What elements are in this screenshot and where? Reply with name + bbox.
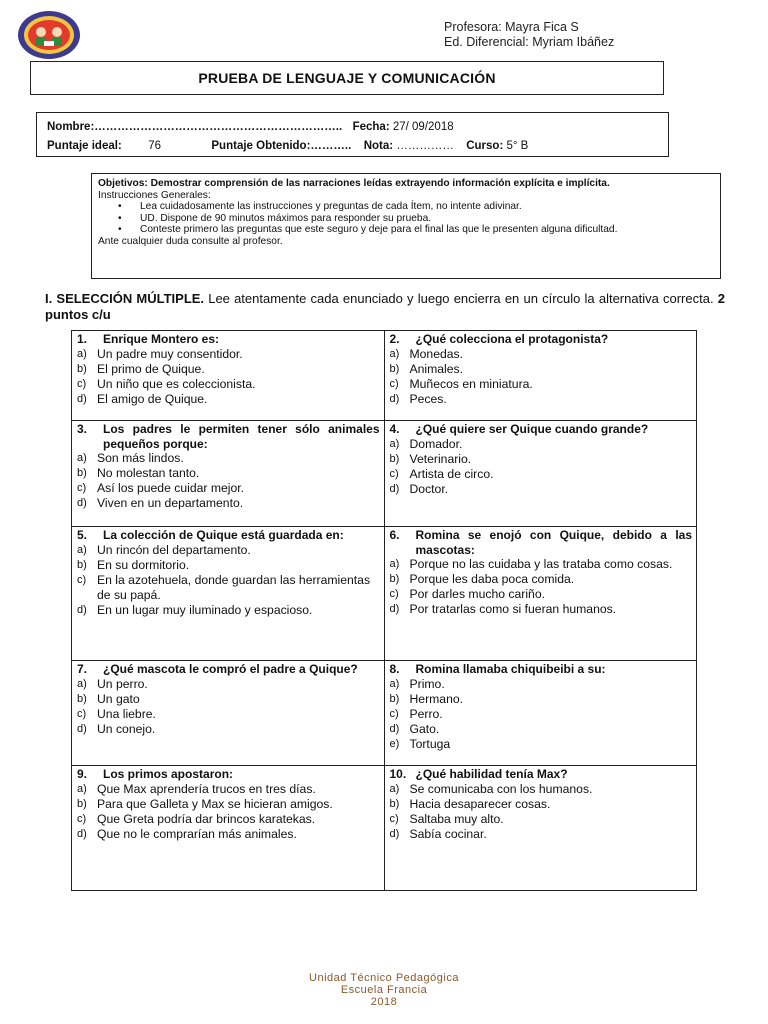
answer-option[interactable] [77,797,380,812]
nombre-value: ……………………………………………………….. [94,121,343,133]
question-heading [77,767,380,782]
nombre-label: Nombre: [47,121,95,133]
option-text: Que no le comprarían más animales. [97,826,297,841]
option-letter: d) [389,722,400,735]
option-text: Porque no las cuidaba y las trataba como cosas. [409,557,673,571]
question-number: 9. [77,767,88,781]
section-text: Lee atentamente cada enunciado y luego encierra en un círculo la alternativa correcta. [208,291,714,306]
differential-teacher: Ed. Diferencial: Myriam Ibáñez [444,35,615,49]
question-cell [384,421,697,527]
option-text: Son más lindos. [97,451,184,465]
question-heading [77,662,380,677]
answer-option[interactable] [77,392,380,407]
option-text: Peces. [409,391,447,406]
instruction-item: • Lea cuidadosamente las instrucciones y preguntas de cada Ítem, no intente adivinar. [98,201,714,213]
option-text: Perro. [409,706,443,721]
question-text: Enrique Montero es: [103,332,220,346]
question-text: Romina se enojó con Quique, debido a las mascotas: [415,528,692,557]
option-letter: a) [389,782,400,795]
option-text: Domador. [409,436,463,451]
answer-option[interactable] [390,392,693,407]
footer-unit: Unidad Técnico Pedagógica [309,972,459,984]
option-text: Doctor. [409,481,449,496]
answer-option[interactable] [390,737,693,752]
curso-value: 5° B [506,140,529,152]
answer-option[interactable] [390,812,693,827]
option-text: Artista de circo. [409,466,494,481]
option-text: En su dormitorio. [97,557,190,572]
answer-option[interactable] [77,347,380,362]
option-text: Muñecos en miniatura. [409,376,533,391]
option-letter: d) [77,827,87,840]
question-text: ¿Qué habilidad tenía Max? [415,767,568,781]
puntaje-obtenido-label: Puntaje Obtenido: [211,140,311,152]
question-row [72,766,697,891]
option-text: Sabía cocinar. [409,826,487,841]
option-letter: c) [77,482,87,494]
option-letter: d) [389,482,400,495]
option-letter: c) [77,707,87,720]
student-info-box [36,112,669,157]
nota-value: …………… [396,140,454,152]
fecha-value: 27/ 09/2018 [392,121,454,133]
option-letter: d) [389,603,400,615]
question-text: Romina llamaba chiquibeibi a su: [415,662,606,676]
answer-option[interactable] [77,707,380,722]
fecha-label: Fecha: [352,121,390,133]
option-letter: b) [389,573,400,585]
option-text: Una liebre. [97,706,156,721]
question-text: ¿Qué mascota le compró el padre a Quique? [103,662,358,676]
question-number: 8. [389,662,400,676]
question-row [72,421,697,527]
question-number: 2. [389,332,400,346]
option-letter: b) [77,467,87,479]
option-text: Animales. [409,361,464,376]
question-heading [390,662,693,677]
option-letter: b) [389,362,400,375]
answer-option[interactable] [390,677,693,692]
option-text: Saltaba muy alto. [409,811,504,826]
answer-option[interactable] [390,797,693,812]
option-letter: b) [77,558,87,571]
teacher-info [444,20,614,50]
option-text: Gato. [409,721,440,736]
answer-option[interactable] [77,466,380,481]
option-letter: c) [77,377,87,390]
puntaje-obtenido-value: ……….. [310,140,352,152]
option-text: Así los puede cuidar mejor. [97,481,245,495]
option-text: Viven en un departamento. [97,496,244,510]
answer-option[interactable] [390,707,693,722]
puntaje-ideal-label: Puntaje ideal: [47,140,122,152]
option-text: Primo. [409,676,445,691]
option-text: Hermano. [409,691,464,706]
option-letter: b) [389,452,400,465]
option-text: Por darles mucho cariño. [409,587,545,601]
option-text: Un gato [97,691,140,706]
option-letter: d) [389,392,400,405]
instructions-list [98,201,714,236]
question-text: Los padres le permiten tener sólo animales pequeños porque: [103,422,380,451]
school-logo [16,10,82,60]
option-text: Un perro. [97,676,148,691]
question-heading [77,422,380,451]
question-text: La colección de Quique está guardada en: [103,528,344,542]
question-cell [72,527,385,661]
closing-note: Ante cualquier duda consulte al profesor. [98,235,283,247]
question-row [72,527,697,661]
question-text: ¿Qué quiere ser Quique cuando grande? [415,422,649,436]
option-letter: d) [77,392,87,405]
answer-option[interactable] [390,692,693,707]
answer-option[interactable] [390,587,693,602]
option-text: En un lugar muy iluminado y espacioso. [97,602,313,617]
question-number: 5. [77,528,88,542]
option-letter: c) [77,573,87,586]
instruction-item: • UD. Dispone de 90 minutos máximos para responder su prueba. [98,213,714,225]
question-cell [384,661,697,766]
answer-option[interactable] [77,692,380,707]
question-text: ¿Qué colecciona el protagonista? [415,332,609,346]
answer-option[interactable] [77,451,380,466]
answer-option[interactable] [77,603,380,618]
info-row-2 [47,137,658,156]
answer-option[interactable] [77,481,380,496]
option-letter: a) [77,543,87,556]
question-heading [77,528,380,543]
teacher-name: Profesora: Mayra Fica S [444,20,579,34]
answer-option[interactable] [77,496,380,511]
questions-table [71,330,697,891]
instruction-item: • Conteste primero las preguntas que este seguro y deje para el final las que le presenten alguna dificultad. [98,224,714,236]
question-cell [72,661,385,766]
option-letter: c) [77,812,87,825]
objectives-box [91,173,721,279]
option-text: El amigo de Quique. [97,391,208,406]
question-number: 7. [77,662,88,676]
question-number: 1. [77,332,88,346]
option-letter: c) [389,467,399,480]
option-letter: a) [77,347,87,360]
option-text: Un conejo. [97,721,156,736]
option-text: Que Max aprendería trucos en tres días. [97,781,316,796]
section-instructions [45,291,725,323]
answer-option[interactable] [390,827,693,842]
option-letter: a) [389,437,400,450]
answer-option[interactable] [390,572,693,587]
option-text: Veterinario. [409,451,472,466]
option-letter: b) [77,692,87,705]
question-number: 3. [77,422,88,436]
answer-option[interactable] [77,812,380,827]
answer-option[interactable] [390,467,693,482]
option-text: Para que Galleta y Max se hicieran amigos. [97,796,333,811]
answer-option[interactable] [77,677,380,692]
option-text: Porque les daba poca comida. [409,572,575,586]
option-text: No molestan tanto. [97,466,200,480]
option-text: El primo de Quique. [97,361,205,376]
question-heading [390,422,693,437]
objective-text: Objetivos: Demostrar comprensión de las narraciones leídas extrayendo información explícita e implícita. [98,178,610,189]
option-text: Un niño que es coleccionista. [97,376,256,391]
option-letter: d) [77,497,87,509]
answer-option[interactable] [390,482,693,497]
question-cell [72,421,385,527]
option-text: Hacia desaparecer cosas. [409,796,551,811]
option-letter: a) [77,677,87,690]
answer-option[interactable] [390,557,693,572]
option-text: Que Greta podría dar brincos karatekas. [97,811,316,826]
option-letter: b) [77,362,87,375]
option-letter: d) [77,722,87,735]
option-text: Un padre muy consentidor. [97,346,243,361]
option-letter: b) [77,797,87,810]
answer-option[interactable] [390,452,693,467]
answer-option[interactable] [390,362,693,377]
answer-option[interactable] [390,377,693,392]
option-letter: a) [77,782,87,795]
answer-option[interactable] [390,782,693,797]
question-heading [390,767,693,782]
option-letter: c) [389,812,399,825]
option-letter: d) [77,603,87,616]
footer-school: Escuela Francia [340,984,428,996]
question-number: 4. [389,422,400,436]
question-row [72,661,697,766]
option-letter: b) [389,797,400,810]
footer [0,972,768,1008]
question-text: Los primos apostaron: [103,767,234,781]
option-letter: a) [77,452,87,464]
option-text: Se comunicaba con los humanos. [409,781,593,796]
answer-option[interactable] [390,437,693,452]
question-number: 6. [389,528,400,542]
answer-option[interactable] [77,827,380,842]
question-cell [384,766,697,891]
answer-option[interactable] [77,377,380,392]
option-letter: a) [389,347,400,360]
info-row-1 [47,118,658,137]
option-letter: c) [389,588,399,600]
general-instructions-label: Instrucciones Generales: [98,189,211,201]
section-heading: I. SELECCIÓN MÚLTIPLE. [45,291,205,306]
option-letter: c) [389,377,399,390]
answer-option[interactable] [77,362,380,377]
option-letter: a) [389,677,400,690]
question-cell [384,527,697,661]
question-number: 10. [389,767,407,781]
question-heading [77,332,380,347]
answer-option[interactable] [77,558,380,573]
answer-option[interactable] [390,602,693,617]
answer-option[interactable] [77,782,380,797]
option-letter: c) [389,707,399,720]
option-letter: e) [389,737,400,750]
option-text: Monedas. [409,346,464,361]
question-heading [390,528,693,557]
section-points: 2 puntos c/u [45,291,725,322]
nota-label: Nota: [363,140,394,152]
answer-option[interactable] [77,722,380,737]
option-letter: b) [389,692,400,705]
answer-option[interactable] [77,573,380,603]
option-text: Tortuga [409,736,451,751]
question-cell [384,331,697,421]
puntaje-ideal-value: 76 [148,140,161,152]
option-letter: a) [389,558,400,570]
question-heading [390,332,693,347]
answer-option[interactable] [77,543,380,558]
footer-year: 2018 [370,996,398,1008]
option-text: Un rincón del departamento. [97,542,251,557]
question-cell [72,331,385,421]
curso-label: Curso: [466,140,504,152]
option-letter: d) [389,827,400,840]
option-text: Por tratarlas como si fueran humanos. [409,602,617,616]
test-title: PRUEBA DE LENGUAJE Y COMUNICACIÓN [30,61,664,95]
answer-option[interactable] [390,722,693,737]
option-text: En la azotehuela, donde guardan las herramientas de su papá. [97,572,371,602]
question-cell [72,766,385,891]
answer-option[interactable] [390,347,693,362]
question-row [72,331,697,421]
